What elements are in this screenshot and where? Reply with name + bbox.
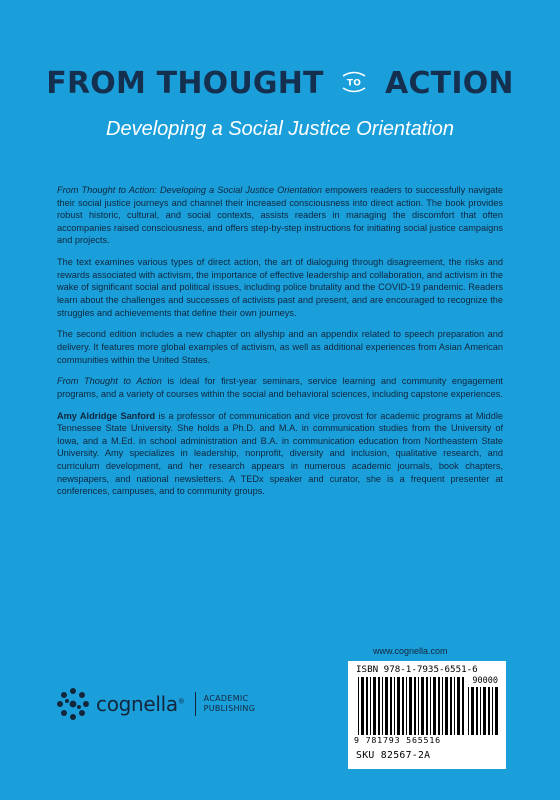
book-description: [57, 184, 503, 507]
book-title-italic: From Thought to Action: Developing a Social Justice Orientation: [57, 185, 323, 195]
paragraph-text: empowers readers to successfully navigate their social justice journeys and channel their increased consciousness into direct action. The book provides robust historic, cultural, and social contexts, assists readers in managing the discomfort that often accompanies raised consciousness, and offers step-by-step instructions for initiating social justice campaigns and projects.: [57, 185, 504, 246]
book-title: [0, 66, 560, 101]
author-name: Amy Aldridge Sanford: [57, 410, 156, 421]
cognella-dots-icon: [56, 687, 90, 721]
to-badge-text: TO: [347, 78, 362, 88]
publisher-sub-line2: PUBLISHING: [203, 704, 256, 713]
publisher-logo: [56, 684, 255, 724]
book-subtitle: Developing a Social Justice Orientation: [106, 118, 454, 140]
barcode-panel: [348, 661, 506, 769]
barcode-digits: 9 781793 565516: [354, 735, 441, 745]
paragraph-text: is a professor of communication and vice provost for academic programs at Middle Tennessee State University. She holds a Ph.D. and M.A. in communication studies from the University of Iowa, and a M.Ed. in school administration and B.A. in communication education from Northeastern State University. Amy specializes in leadership, nonprofit, diversity and inclusion, qualitative research, and curriculum development, and her research appears in numerous academic journals, book chapters, newspapers, and national newsletters. A TEDx speaker and curator, she is a frequent presenter at conferences, campuses, and to community groups.: [57, 410, 503, 497]
barcode-bars: [358, 677, 466, 735]
title-action: ACTION: [385, 66, 514, 101]
publisher-website: www.cognella.com: [373, 646, 448, 656]
publisher-sub-line1: ACADEMIC: [203, 694, 249, 703]
publisher-name: cognella®: [96, 692, 185, 716]
paragraph-text: is ideal for first-year seminars, service learning and community engagement programs, and a variety of courses within the social and behavioral sciences, including capstone experiences.: [57, 376, 503, 399]
description-paragraph-2: The text examines various types of direct action, the art of dialoguing through disagreement, the risks and rewards associated with activism, the importance of effective leadership and collaboration, and activism in the wake of significant social and political issues, including police brutality and the COVID-19 pandemic. Readers learn about the challenges and successes of activists past and present, and are encouraged to recognize the struggles and achievements that define their own journeys.: [57, 257, 503, 318]
barcode-addon-bars: [468, 687, 500, 735]
logo-divider: [195, 692, 196, 716]
sku-text: SKU 82567-2A: [356, 750, 431, 761]
publisher-subtitle: [204, 694, 256, 714]
book-title-italic: From Thought to Action: [57, 376, 162, 387]
to-badge-icon: [340, 68, 368, 96]
isbn-text: ISBN 978-1-7935-6551-6: [356, 664, 478, 675]
barcode-addon-digits: 90000: [472, 676, 498, 686]
description-paragraph-3: The second edition includes a new chapter on allyship and an appendix related to speech preparation and delivery. It features more global examples of activism, as well as additional experiences from Asian American communities within the United States.: [57, 329, 503, 365]
title-from-thought: FROM THOUGHT: [46, 66, 324, 101]
author-bio: [57, 410, 503, 498]
description-paragraph-4: [57, 375, 503, 400]
description-paragraph-1: [57, 184, 503, 247]
